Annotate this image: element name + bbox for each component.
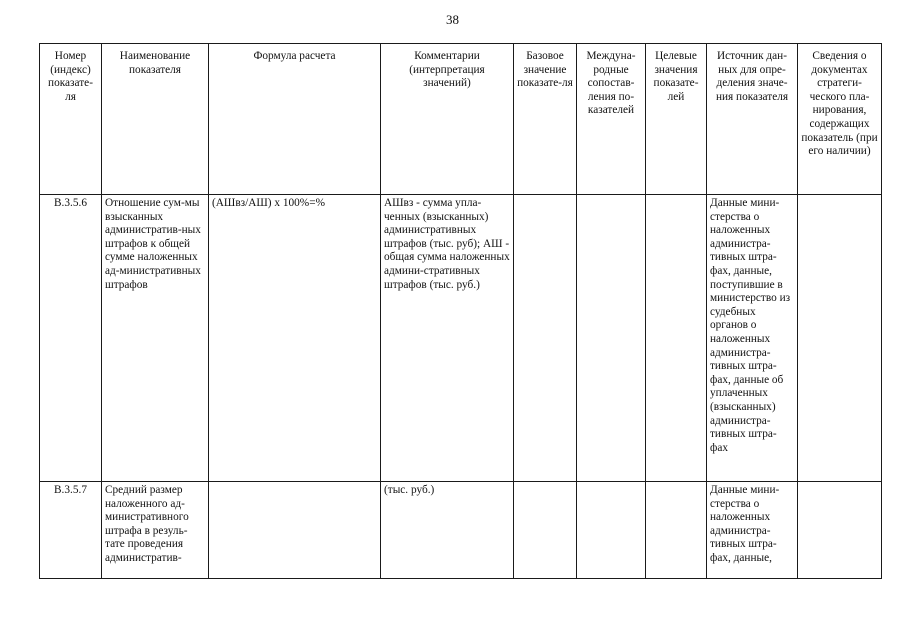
- cell-target-values: [646, 482, 707, 579]
- table-row: [40, 482, 882, 579]
- header-name: Наименование показателя: [102, 44, 209, 195]
- page-number: 38: [446, 12, 459, 27]
- cell-base-value: [514, 482, 577, 579]
- header-international: Междуна-родные сопостав-ления по-казателей: [577, 44, 646, 195]
- cell-target-values: [646, 195, 707, 482]
- header-index: Номер (индекс) показате-ля: [40, 44, 102, 195]
- header-documents: Сведения о документах стратеги-ческого пла-нирования, содержащих показатель (при его наличии): [798, 44, 882, 195]
- cell-base-value: [514, 195, 577, 482]
- cell-documents: [798, 482, 882, 579]
- cell-formula: (АШвз/АШ) х 100%=%: [209, 195, 381, 482]
- cell-index: В.3.5.6: [40, 195, 102, 482]
- header-base-value: Базовое значение показате-ля: [514, 44, 577, 195]
- cell-documents: [798, 195, 882, 482]
- header-source: Источник дан-ных для опре-деления значе-ния показателя: [707, 44, 798, 195]
- cell-comment: (тыс. руб.): [381, 482, 514, 579]
- cell-source: Данные мини-стерства о наложенных администра-тивных штра-фах, данные, поступившие в министерство из судебных органов о наложенных администра-тивных штра-фах, данные об уплаченных (взысканных) администра-тивных штра-фах: [707, 195, 798, 482]
- cell-name: Отношение сум-мы взысканных административ-ных штрафов к общей сумме наложенных ад-министративных штрафов: [102, 195, 209, 482]
- table-header-row: [40, 44, 882, 195]
- header-formula: Формула расчета: [209, 44, 381, 195]
- cell-source: Данные мини-стерства о наложенных администра-тивных штра-фах, данные,: [707, 482, 798, 579]
- header-target-values: Целевые значения показате-лей: [646, 44, 707, 195]
- cell-international: [577, 195, 646, 482]
- table-row: [40, 195, 882, 482]
- cell-international: [577, 482, 646, 579]
- cell-comment: АШвз - сумма упла-ченных (взысканных) административных штрафов (тыс. руб); АШ - общая сумма наложенных админи-стративных штрафов (тыс. руб.): [381, 195, 514, 482]
- header-comment: Комментарии (интерпретация значений): [381, 44, 514, 195]
- cell-name: Средний размер наложенного ад-министративного штрафа в резуль-тате проведения административ-: [102, 482, 209, 579]
- cell-formula: [209, 482, 381, 579]
- cell-index: В.3.5.7: [40, 482, 102, 579]
- indicators-table: [39, 43, 882, 579]
